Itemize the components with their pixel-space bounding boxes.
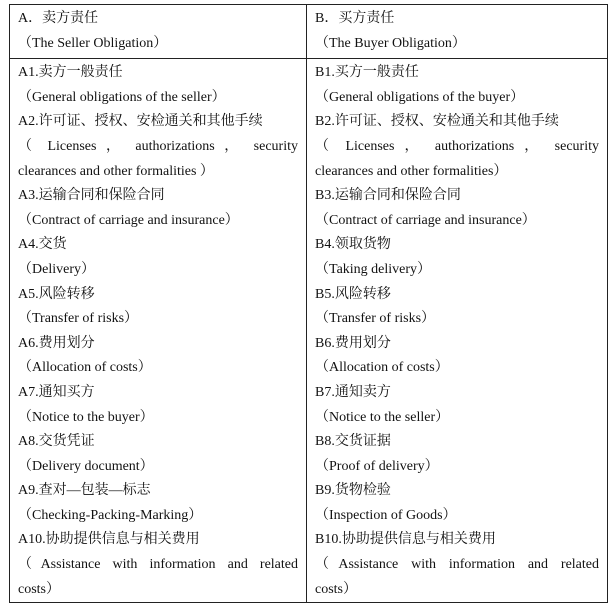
seller-obligation-english: （General obligations of the seller） bbox=[18, 89, 226, 105]
seller-obligations-list bbox=[10, 59, 306, 602]
seller-obligation-item bbox=[18, 233, 298, 282]
buyer-obligation-english: （Allocation of costs） bbox=[315, 360, 449, 376]
buyer-obligation-item bbox=[315, 332, 599, 381]
buyer-obligation-title: B4.领取货物 bbox=[315, 237, 391, 253]
buyer-obligation-title: B5.风险转移 bbox=[315, 286, 391, 302]
seller-obligations-cell bbox=[10, 59, 307, 603]
seller-obligation-item bbox=[18, 430, 298, 479]
seller-obligation-item bbox=[18, 61, 298, 110]
buyer-heading-en: （The Buyer Obligation） bbox=[315, 35, 466, 51]
buyer-heading: B．买方责任 bbox=[315, 11, 395, 26]
seller-obligation-english: （ Licenses ， authorizations ， security bbox=[18, 138, 298, 154]
buyer-obligation-title: B10.协助提供信息与相关费用 bbox=[315, 532, 496, 548]
buyer-header-cell bbox=[307, 5, 608, 59]
buyer-obligation-english: （ Licenses ， authorizations ， security bbox=[315, 138, 599, 154]
buyer-obligation-item bbox=[315, 430, 599, 479]
buyer-obligation-english: （General obligations of the buyer） bbox=[315, 89, 525, 105]
buyer-obligation-item bbox=[315, 233, 599, 282]
seller-obligation-english: （Delivery） bbox=[18, 261, 95, 277]
buyer-obligation-english: （Transfer of risks） bbox=[315, 311, 436, 327]
buyer-obligation-title: B3.运输合同和保险合同 bbox=[315, 188, 461, 204]
buyer-obligation-english: （Contract of carriage and insurance） bbox=[315, 212, 536, 228]
seller-obligation-item bbox=[18, 528, 298, 602]
buyer-obligation-title: B6.费用划分 bbox=[315, 335, 391, 351]
seller-obligation-title: A9.查对—包装—标志 bbox=[18, 483, 151, 499]
seller-obligation-english: （Transfer of risks） bbox=[18, 311, 139, 327]
seller-obligation-english: （Checking-Packing-Marking） bbox=[18, 507, 203, 523]
buyer-obligation-title: B2.许可证、授权、安检通关和其他手续 bbox=[315, 114, 559, 130]
buyer-obligation-english: （Taking delivery） bbox=[315, 261, 432, 277]
seller-obligation-english: （Assistance with information and related bbox=[18, 557, 298, 573]
buyer-obligation-item bbox=[315, 381, 599, 430]
buyer-obligation-english: clearances and other formalities） bbox=[315, 163, 508, 179]
seller-obligation-title: A5.风险转移 bbox=[18, 286, 95, 302]
seller-obligation-item bbox=[18, 381, 298, 430]
seller-heading-en: （The Seller Obligation） bbox=[18, 35, 168, 51]
buyer-obligation-title: B7.通知卖方 bbox=[315, 384, 391, 400]
buyer-obligation-item bbox=[315, 184, 599, 233]
seller-obligation-item bbox=[18, 184, 298, 233]
buyer-obligation-english: costs） bbox=[315, 581, 357, 597]
obligations-table bbox=[9, 4, 608, 603]
table-body-row bbox=[10, 59, 608, 603]
table-header-row bbox=[10, 5, 608, 59]
seller-obligation-title: A1.卖方一般责任 bbox=[18, 65, 123, 81]
buyer-obligation-english: （Assistance with information and related bbox=[315, 557, 599, 573]
buyer-obligation-title: B9.货物检验 bbox=[315, 483, 391, 499]
seller-obligation-english: clearances and other formalities ） bbox=[18, 163, 214, 179]
seller-obligation-title: A3.运输合同和保险合同 bbox=[18, 188, 165, 204]
seller-obligation-title: A8.交货凭证 bbox=[18, 434, 95, 450]
seller-obligation-english: （Notice to the buyer） bbox=[18, 409, 154, 425]
seller-obligation-english: costs） bbox=[18, 581, 60, 597]
seller-obligation-title: A6.费用划分 bbox=[18, 335, 95, 351]
buyer-obligation-english: （Notice to the seller） bbox=[315, 409, 450, 425]
seller-obligation-title: A2.许可证、授权、安检通关和其他手续 bbox=[18, 114, 263, 130]
buyer-obligation-item bbox=[315, 479, 599, 528]
buyer-obligation-title: B1.买方一般责任 bbox=[315, 65, 419, 81]
buyer-obligation-english: （Inspection of Goods） bbox=[315, 507, 457, 523]
seller-obligation-title: A7.通知买方 bbox=[18, 384, 95, 400]
buyer-obligation-item bbox=[315, 110, 599, 184]
seller-obligation-item bbox=[18, 479, 298, 528]
buyer-obligations-cell bbox=[307, 59, 608, 603]
seller-obligation-english: （Contract of carriage and insurance） bbox=[18, 212, 239, 228]
buyer-obligation-item bbox=[315, 283, 599, 332]
seller-obligation-title: A10.协助提供信息与相关费用 bbox=[18, 532, 200, 548]
seller-obligation-english: （Delivery document） bbox=[18, 458, 154, 474]
buyer-obligation-item bbox=[315, 61, 599, 110]
seller-heading: A．卖方责任 bbox=[18, 11, 99, 26]
seller-header-cell bbox=[10, 5, 307, 59]
seller-obligation-item bbox=[18, 283, 298, 332]
seller-obligation-english: （Allocation of costs） bbox=[18, 360, 152, 376]
buyer-obligation-item bbox=[315, 528, 599, 602]
buyer-obligation-title: B8.交货证据 bbox=[315, 434, 391, 450]
seller-obligation-item bbox=[18, 110, 298, 184]
buyer-obligations-list bbox=[307, 59, 607, 602]
seller-obligation-title: A4.交货 bbox=[18, 237, 67, 253]
buyer-obligation-english: （Proof of delivery） bbox=[315, 458, 439, 474]
seller-obligation-item bbox=[18, 332, 298, 381]
